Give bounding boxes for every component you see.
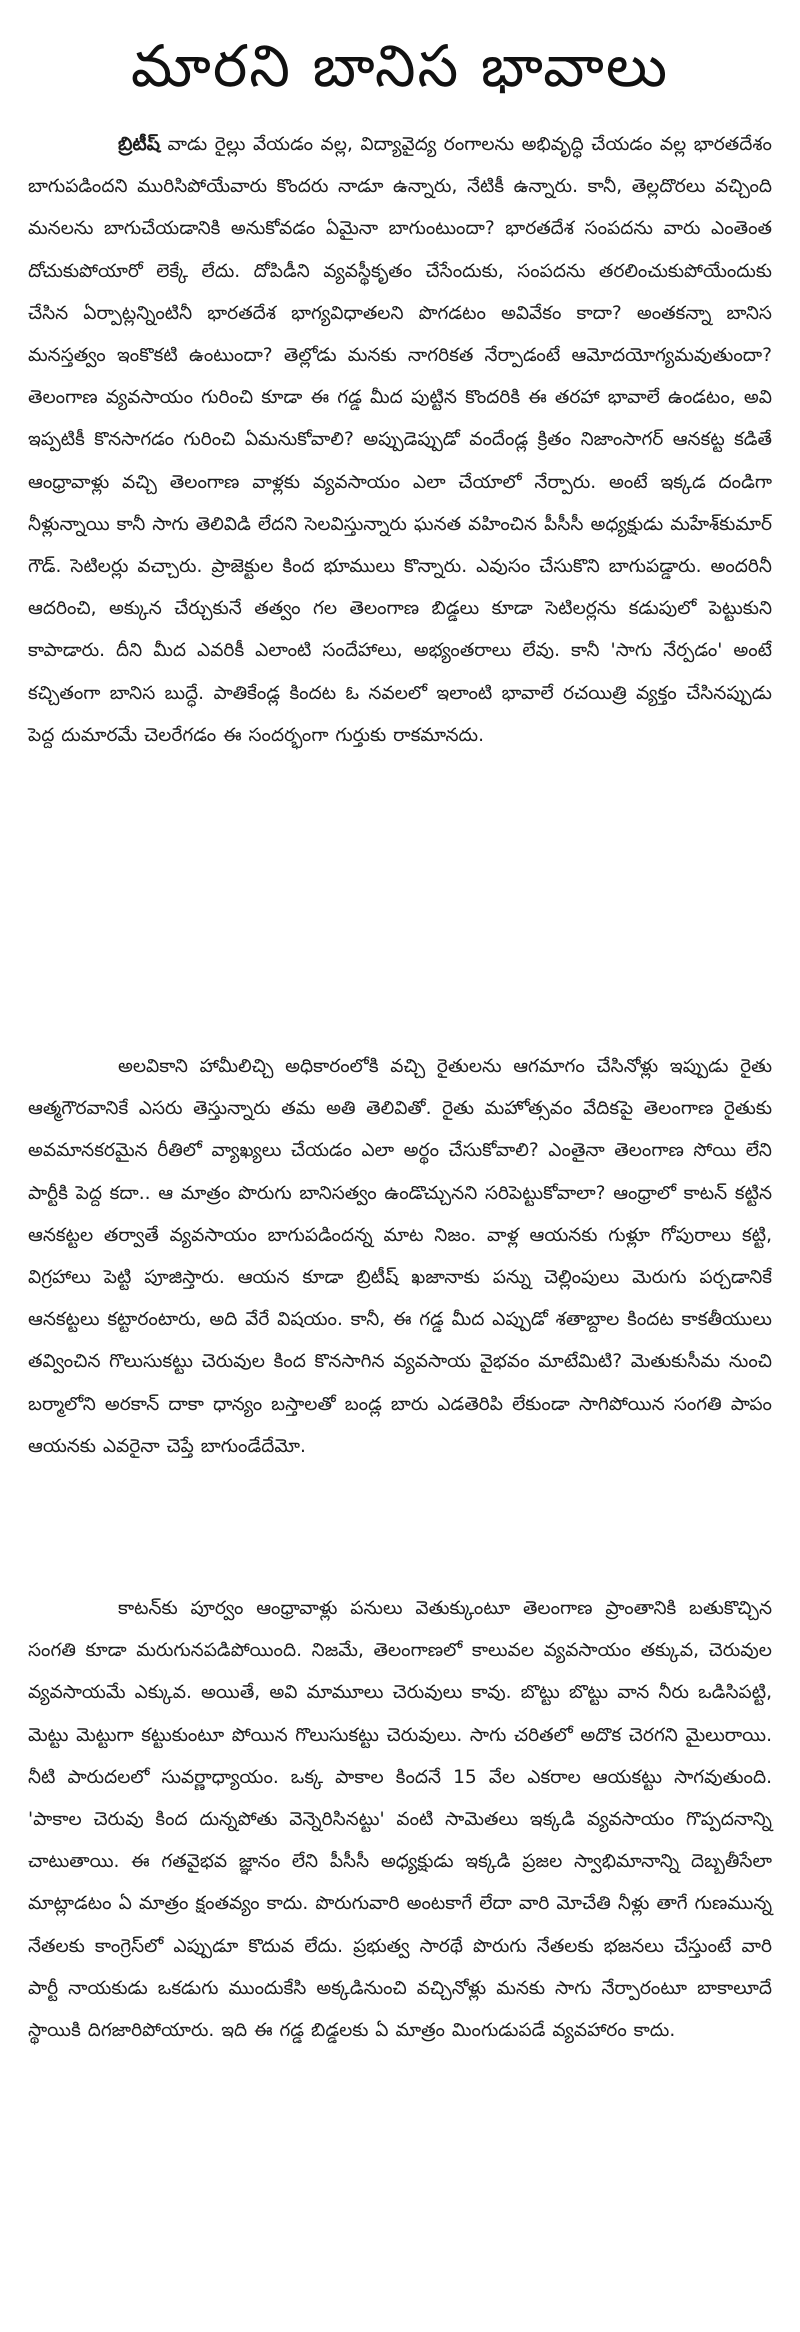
paragraph-1-text: వాడు రైల్లు వేయడం వల్ల, విద్యావైద్య రంగాలను అభివృద్ధి చేయడం వల్ల భారతదేశం బాగుపడిందని మురిసిపోయేవారు కొందరు నాడూ ఉన్నారు, నేటికీ ఉన్నారు. కానీ, తెల్లదొరలు వచ్చింది మనలను బాగుచేయడానికి అనుకోవడం ఏమైనా బాగుంటుందా? భారతదేశ సంపదను వారు ఎంతెంత దోచుకుపోయారో లెక్కే లేదు. దోపిడీని వ్యవస్థీకృతం చేసేందుకు, సంపదను తరలించుకుపోయేందుకు చేసిన ఏర్పాట్లన్నింటినీ భారతదేశ భాగ్యవిధాతలని పొగడటం అవివేకం కాదా? అంతకన్నా బానిస మనస్తత్వం ఇంకొకటి ఉంటుందా? తెల్లోడు మనకు నాగరికత నేర్పాడంటే ఆమోదయోగ్యమవుతుందా? తెలంగాణ వ్యవసాయం గురించి కూడా ఈ గడ్డ మీద పుట్టిన కొందరికి ఈ తరహా భావాలే ఉండటం, అవి ఇప్పటికీ కొనసాగడం గురించి ఏమనుకోవాలి? అప్పుడెప్పుడో వందేండ్ల క్రితం నిజాంసాగర్ ఆనకట్ట కడితే ఆంధ్రావాళ్లు వచ్చి తెలంగాణ వాళ్లకు వ్యవసాయం ఎలా చేయాలో నేర్పారు. అంటే ఇక్కడ దండిగా నీళ్లున్నాయి కానీ సాగు తెలివిడి లేదని సెలవిస్తున్నారు ఘనత వహించిన పీసీసీ అధ్యక్షుడు మహేశ్‌కుమార్ గౌడ్. సెటిలర్లు వచ్చారు. ప్రాజెక్టుల కింద భూములు కొన్నారు. ఎవుసం చేసుకొని బాగుపడ్డారు. అందరినీ ఆదరించి, అక్కున చేర్చుకునే తత్వం గల తెలంగాణ బిడ్డలు కూడా సెటిలర్లను కడుపులో పెట్టుకుని కాపాడారు. దీని మీద ఎవరికీ ఎలాంటి సందేహాలు, అభ్యంతరాలు లేవు. కానీ 'సాగు నేర్పడం' అంటే కచ్చితంగా బానిస బుద్ధే. పాతికేండ్ల కిందట ఓ నవలలో ఇలాంటి భావాలే రచయిత్రి వ్యక్తం చేసినప్పుడు పెద్ద దుమారమే చెలరేగడం ఈ సందర్భంగా గుర్తుకు రాకమానదు. xyxy=(28,134,772,746)
paragraph-1-lead-word: బ్రిటీష్ xyxy=(118,134,160,155)
article-headline: మారని బానిస భావాలు xyxy=(130,32,670,100)
article-paragraph-1 xyxy=(28,124,772,1004)
paragraph-3-text: కాటన్‌కు పూర్వం ఆంధ్రావాళ్లు పనులు వెతుక్కుంటూ తెలంగాణ ప్రాంతానికి బతుకొచ్చిన సంగతి కూడా మరుగునపడిపోయింది. నిజమే, తెలంగాణలో కాలువల వ్యవసాయం తక్కువ, చెరువుల వ్యవసాయమే ఎక్కువ. అయితే, అవి మామూలు చెరువులు కావు. బొట్టు బొట్టు వాన నీరు ఒడిసిపట్టి, మెట్టు మెట్టుగా కట్టుకుంటూ పోయిన గొలుసుకట్టు చెరువులు. సాగు చరితలో అదొక చెరగని మైలురాయి. నీటి పారుదలలో సువర్ణాధ్యాయం. ఒక్క పాకాల కిందనే 15 వేల ఎకరాల ఆయకట్టు సాగవుతుంది. 'పాకాల చెరువు కింద దున్నపోతు వెన్నెరిసినట్టు' వంటి సామెతలు ఇక్కడి వ్యవసాయం గొప్పదనాన్ని చాటుతాయి. ఈ గతవైభవ జ్ఞానం లేని పీసీసీ అధ్యక్షుడు ఇక్కడి ప్రజల స్వాభిమానాన్ని దెబ్బతీసేలా మాట్లాడటం ఏ మాత్రం క్షంతవ్యం కాదు. పొరుగువారి అంటకాగే లేదా వారి మోచేతి నీళ్లు తాగే గుణమున్న నేతలకు కాంగ్రెస్‌లో ఎప్పుడూ కొదువ లేదు. ప్రభుత్వ సారథే పొరుగు నేతలకు భజనలు చేస్తుంటే వారి పార్టీ నాయకుడు ఒకడుగు ముందుకేసి అక్కడినుంచి వచ్చినోళ్లు మనకు సాగు నేర్పారంటూ బాకాలూదే స్థాయికి దిగజారిపోయారు. ఇది ఈ గడ్డ బిడ్డలకు ఏ మాత్రం మింగుడుపడే వ్యవహారం కాదు. xyxy=(28,1598,772,2042)
paragraph-2-text: అలవికాని హామీలిచ్చి అధికారంలోకి వచ్చి రైతులను ఆగమాగం చేసినోళ్లు ఇప్పుడు రైతు ఆత్మగౌరవానికే ఎసరు తెస్తున్నారు తమ అతి తెలివితో. రైతు మహోత్సవం వేదికపై తెలంగాణ రైతుకు అవమానకరమైన రీతిలో వ్యాఖ్యలు చేయడం ఎలా అర్థం చేసుకోవాలి? ఎంతైనా తెలంగాణ సోయి లేని పార్టీకి పెద్ద కదా.. ఆ మాత్రం పొరుగు బానిసత్వం ఉండొచ్చునని సరిపెట్టుకోవాలా? ఆంధ్రాలో కాటన్ కట్టిన ఆనకట్టల తర్వాతే వ్యవసాయం బాగుపడిందన్న మాట నిజం. వాళ్ల ఆయనకు గుళ్లూ గోపురాలు కట్టి, విగ్రహాలు పెట్టి పూజిస్తారు. ఆయన కూడా బ్రిటీష్ ఖజానాకు పన్ను చెల్లింపులు మెరుగు పర్చడానికే ఆనకట్టలు కట్టారంటారు, అది వేరే విషయం. కానీ, ఈ గడ్డ మీద ఎప్పుడో శతాబ్దాల కిందట కాకతీయులు తవ్వించిన గొలుసుకట్టు చెరువుల కింద కొనసాగిన వ్యవసాయ వైభవం మాటేమిటి? మెతుకుసీమ నుంచి బర్మాలోని అరకాన్ దాకా ధాన్యం బస్తాలతో బండ్ల బారు ఎడతెరిపి లేకుండా సాగిపోయిన సంగతి పాపం ఆయనకు ఎవరైనా చెప్తే బాగుండేదేమో. xyxy=(28,1056,772,1457)
article-paragraph-3 xyxy=(28,1588,772,2278)
article-paragraph-2 xyxy=(28,1046,772,1546)
